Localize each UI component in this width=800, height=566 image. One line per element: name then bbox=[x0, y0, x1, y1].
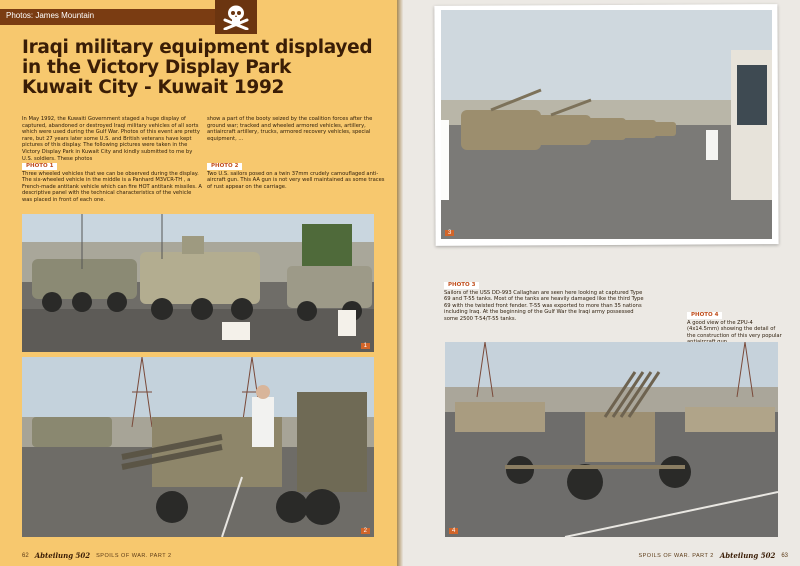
photo-3-tank-row bbox=[441, 10, 772, 239]
photo-1-armored-vehicles bbox=[22, 214, 374, 352]
photo3-caption-block bbox=[444, 282, 644, 323]
photo1-tag: PHOTO 1 bbox=[22, 163, 57, 170]
photo-4-number: 4 bbox=[449, 528, 458, 534]
left-magazine-logo: Abteilung 502 bbox=[34, 551, 91, 560]
title-line-2: in the Victory Display Park bbox=[22, 57, 292, 78]
left-footer bbox=[22, 551, 172, 560]
photo3-tag: PHOTO 3 bbox=[444, 282, 479, 289]
left-series-title: SPOILS OF WAR. PART 2 bbox=[96, 552, 172, 559]
photo2-caption: Two U.S. sailors posed on a twin 37mm crudely camouflaged anti-aircraft gun. This AA gun is not very well maintained as some traces of rust appear on the carriage. bbox=[207, 170, 385, 190]
skull-crossbones-icon bbox=[215, 0, 257, 34]
right-page-number: 63 bbox=[781, 552, 788, 559]
photo-credit-bar bbox=[0, 9, 215, 25]
photo1-caption: Three wheeled vehicles that we can be observed during the display. The six-wheeled vehicle in the middle is a Panhard M3VCR-TH , a French-made antitank vehicle which can fire HOT antitank missiles. A descriptive panel with the technical characteristics of the vehicle was placed in front of each one. bbox=[22, 170, 202, 203]
article-title bbox=[22, 38, 392, 98]
photo4-caption: A good view of the ZPU-4 (4x14.5mm) showing the detail of the construction of this very popular bbox=[687, 319, 782, 339]
right-magazine-logo: Abteilung 502 bbox=[719, 551, 776, 560]
photo4-tag: PHOTO 4 bbox=[687, 312, 722, 319]
intro-column-1: In May 1992, the Kuwaiti Government staged a huge display of captured, abandoned or destroyed Iraqi military vehicles of all sorts which were used during the Gulf War. Photos of this event are pretty rare, but 27 years later some U.S. and British veterans have kept pictures of this display. The following pictures were taken in the Victory Display Park in Kuwait City and kindly submitted to me by U.S. soldiers. These photos bbox=[22, 116, 200, 162]
photo1-caption-block bbox=[22, 163, 202, 204]
title-line-1: Iraqi military equipment displayed bbox=[22, 37, 373, 58]
title-line-3: Kuwait City - Kuwait 1992 bbox=[22, 77, 285, 98]
photo-2-aa-gun bbox=[22, 357, 374, 537]
photo2-tag: PHOTO 2 bbox=[207, 163, 242, 170]
photo-3-number: 3 bbox=[445, 230, 454, 236]
photo-credit: Photos: James Mountain bbox=[6, 11, 95, 20]
photo-4-zpu4-gun bbox=[445, 342, 778, 537]
photo3-caption: Sailors of the USS DD-993 Callaghan are seen here looking at captured Type 69 and T-55 tanks. Most of the tanks are heavily damaged like the third Type 69 with the twisted front fender. T-55 was exported to more than 35 nations including Iraq. At the beginning of the Gulf War the Iraqi army possessed some 2500 T-54/T-55 tanks. bbox=[444, 289, 644, 322]
photo-2-number: 2 bbox=[361, 528, 370, 534]
left-page bbox=[0, 0, 397, 566]
photo-1-number: 1 bbox=[361, 343, 370, 349]
left-page-number: 62 bbox=[22, 552, 29, 559]
right-footer bbox=[638, 551, 788, 560]
intro-column-2: show a part of the booty seized by the coalition forces after the ground war; tracked and wheeled armored vehicles, artillery, antiaircraft artillery, trucks, armored recovery vehicles, special equipment, ... bbox=[207, 116, 373, 142]
photo4-caption-block bbox=[687, 312, 785, 346]
photo2-caption-block bbox=[207, 163, 385, 190]
right-series-title: SPOILS OF WAR. PART 2 bbox=[638, 552, 714, 559]
